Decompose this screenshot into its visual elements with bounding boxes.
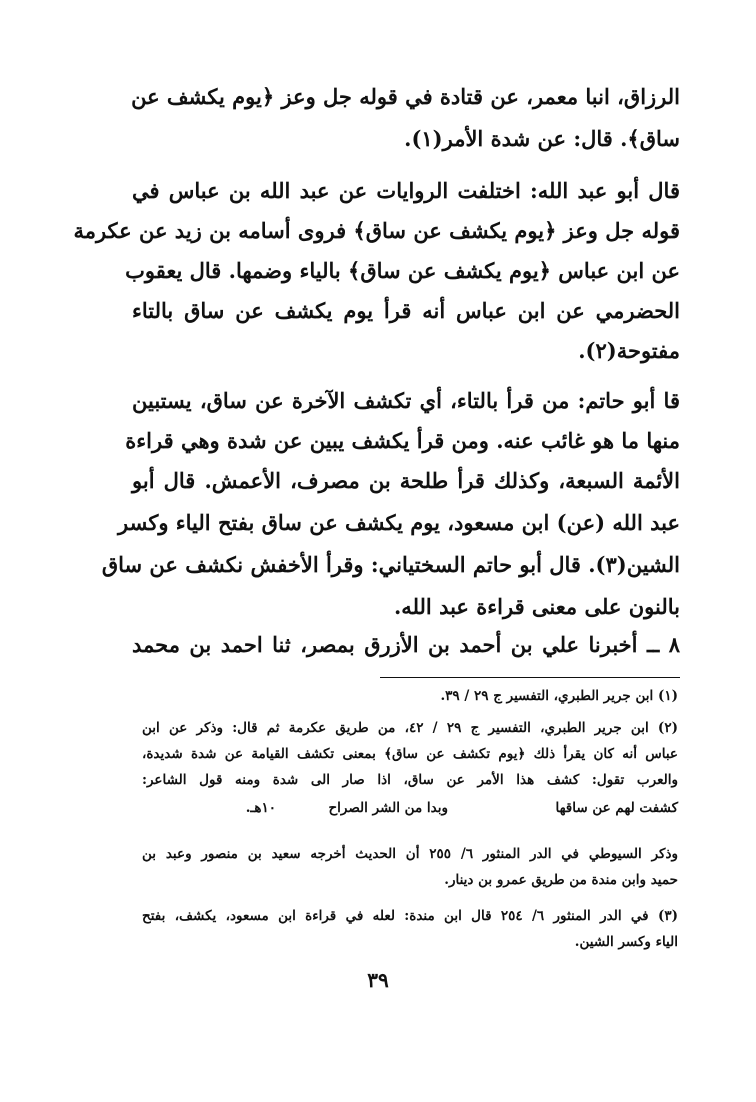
- footnote-line: عباس أنه كان يقرأ ذلك ﴿يوم تكشف عن ساق﴾ بمعنى تكشف القيامة عن شدة شديدة،: [142, 746, 678, 762]
- body-line: عبد الله (عن) ابن مسعود، يوم يكشف عن ساق بفتح الياء وكسر: [118, 510, 680, 535]
- footnote-line: (١) ابن جرير الطبري، التفسير ج ٢٩ / ٣٩.: [440, 688, 678, 704]
- poem-end-mark: ١٠هـ.: [245, 800, 276, 816]
- body-line: بالنون على معنى قراءة عبد الله.: [394, 594, 680, 619]
- body-line: قوله جل وعز ﴿يوم يكشف عن ساق﴾ فروى أسامه بن زيد عن عكرمة: [73, 218, 680, 243]
- body-line: الرزاق، انبا معمر، عن قتادة في قوله جل وعز ﴿يوم يكشف عن: [131, 84, 680, 109]
- body-line: منها ما هو غائب عنه. ومن قرأ يكشف يبين عن شدة وهي قراءة: [125, 428, 680, 453]
- body-line: مفتوحة(٢).: [578, 338, 680, 363]
- poem-hemistich: كشفت لهم عن ساقها: [555, 800, 678, 816]
- body-line: عن ابن عباس ﴿يوم يكشف عن ساق﴾ بالياء وضمها. قال يعقوب: [125, 258, 680, 283]
- body-line: الشين(٣). قال أبو حاتم السختياني: وقرأ الأخفش نكشف عن ساق: [101, 552, 680, 577]
- poem-hemistich: وبدا من الشر الصراح: [328, 800, 448, 816]
- footnote-line: (٣) في الدر المنثور ٦/ ٢٥٤ قال ابن مندة: لعله في قراءة ابن مسعود، يكشف، بفتح: [142, 908, 678, 924]
- body-line: قال أبو عبد الله: اختلفت الروايات عن عبد الله بن عباس في: [132, 178, 680, 203]
- body-line: ساق﴾. قال: عن شدة الأمر(١).: [404, 126, 680, 151]
- body-line: الحضرمي عن ابن عباس أنه قرأ يوم يكشف عن ساق بالتاء: [132, 298, 680, 323]
- body-line: الأئمة السبعة، وكذلك قرأ طلحة بن مصرف، الأعمش. قال أبو: [132, 468, 680, 493]
- page-number: ٣٩: [367, 968, 389, 992]
- footnote-line: والعرب تقول: كشف هذا الأمر عن ساق، اذا صار الى شدة ومنه قول الشاعر:: [142, 772, 678, 788]
- footnote-line: (٢) ابن جرير الطبري، التفسير ج ٢٩ / ٤٢، من طريق عكرمة ثم قال: وذكر عن ابن: [142, 720, 678, 736]
- body-line: ٨ ــ أخبرنا علي بن أحمد بن الأزرق بمصر، ثنا احمد بن محمد: [132, 632, 680, 657]
- footnote-separator: [380, 677, 680, 678]
- body-line: قا أبو حاتم: من قرأ بالتاء، أي تكشف الآخرة عن ساق، يستبين: [132, 388, 680, 413]
- footnote-line: الياء وكسر الشين.: [574, 934, 678, 950]
- footnote-line: وذكر السيوطي في الدر المنثور ٦/ ٢٥٥ أن الحديث أخرجه سعيد بن منصور وعبد بن: [142, 846, 678, 862]
- footnote-line: حميد وابن مندة من طريق عمرو بن دينار.: [444, 872, 678, 888]
